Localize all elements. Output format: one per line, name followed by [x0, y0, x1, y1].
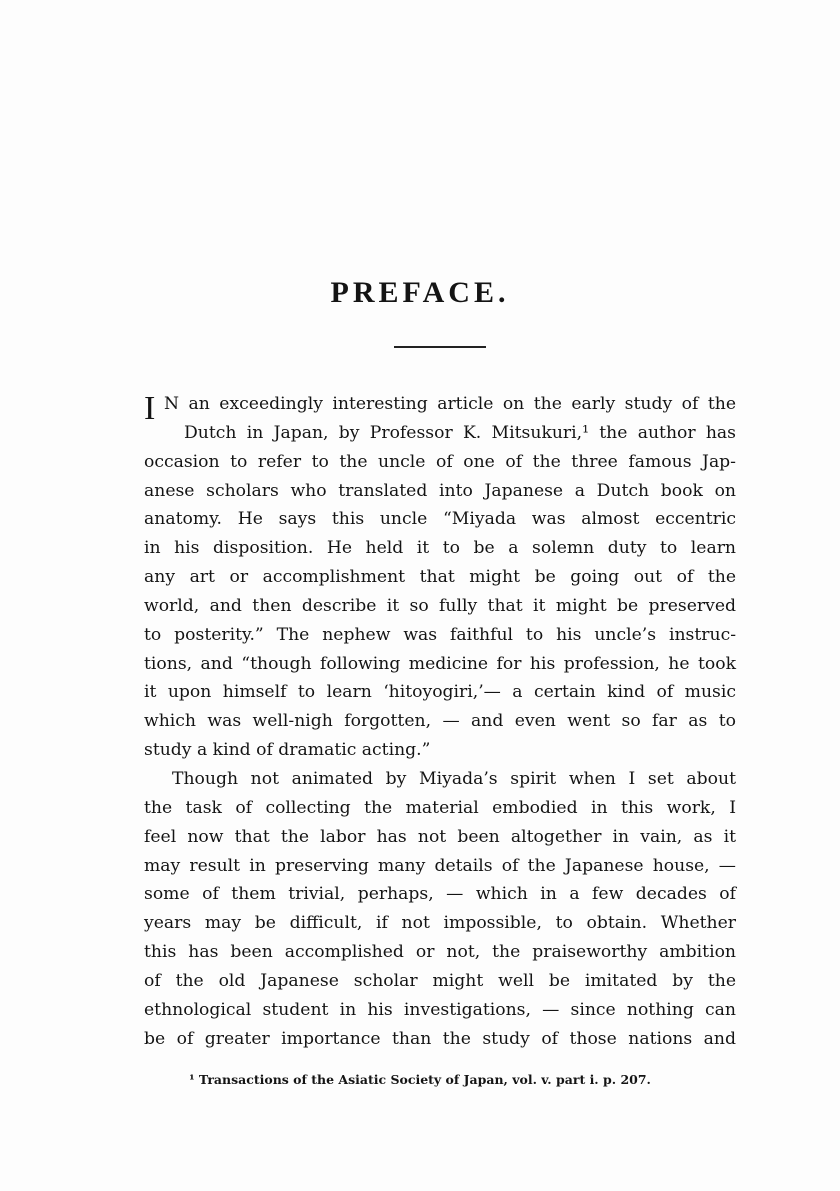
line-text: N an exceedingly interesting article on the early study of the [164, 394, 736, 414]
title-divider [394, 346, 486, 348]
footnote: ¹ Transactions of the Asiatic Society of Japan, vol. v. part i. p. 207. [189, 1072, 651, 1087]
paragraph-line: this has been accomplished or not, the praiseworthy ambition [144, 942, 736, 963]
paragraph-line: be of greater importance than the study of those nations and [144, 1028, 736, 1049]
paragraph-line: Though not animated by Miyada’s spirit when I set about [172, 768, 736, 789]
paragraph-line: in his disposition. He held it to be a solemn duty to learn [144, 538, 736, 559]
paragraph-line: study a kind of dramatic acting.” [144, 740, 431, 761]
paragraph-line: ethnological student in his investigations, — since nothing can [144, 999, 736, 1020]
paragraph-line: the task of collecting the material embodied in this work, I [144, 797, 736, 818]
paragraph-line: which was well-nigh forgotten, — and even went so far as to [144, 711, 736, 732]
paragraph-line: anese scholars who translated into Japanese a Dutch book on [144, 480, 736, 501]
paragraph-line: it upon himself to learn ‘hitoyogiri,’— a certain kind of music [144, 682, 736, 703]
preface-body [144, 390, 736, 1053]
paragraph-line: any art or accomplishment that might be going out of the [144, 567, 736, 588]
paragraph-line: occasion to refer to the uncle of one of the three famous Jap- [144, 451, 736, 472]
drop-cap: I [144, 390, 156, 427]
paragraph-line: Dutch in Japan, by Professor K. Mitsukuri,¹ the author has [184, 422, 736, 443]
paragraph-line: may result in preserving many details of the Japanese house, — [144, 855, 736, 876]
paragraph-line [144, 390, 736, 427]
paragraph-line: of the old Japanese scholar might well be imitated by the [144, 970, 736, 991]
paragraph-line: years may be difficult, if not impossible, to obtain. Whether [144, 913, 736, 934]
page-title: PREFACE. [330, 276, 510, 309]
paragraph-line: feel now that the labor has not been altogether in vain, as it [144, 826, 736, 847]
paragraph-line: anatomy. He says this uncle “Miyada was almost eccentric [144, 509, 736, 530]
paragraph-line: to posterity.” The nephew was faithful to his uncle’s instruc- [144, 624, 736, 645]
paragraph-line: tions, and “though following medicine for his profession, he took [144, 653, 736, 674]
paragraph-line: some of them trivial, perhaps, — which in a few decades of [144, 884, 736, 905]
paragraph-line: world, and then describe it so fully that it might be preserved [144, 595, 736, 616]
